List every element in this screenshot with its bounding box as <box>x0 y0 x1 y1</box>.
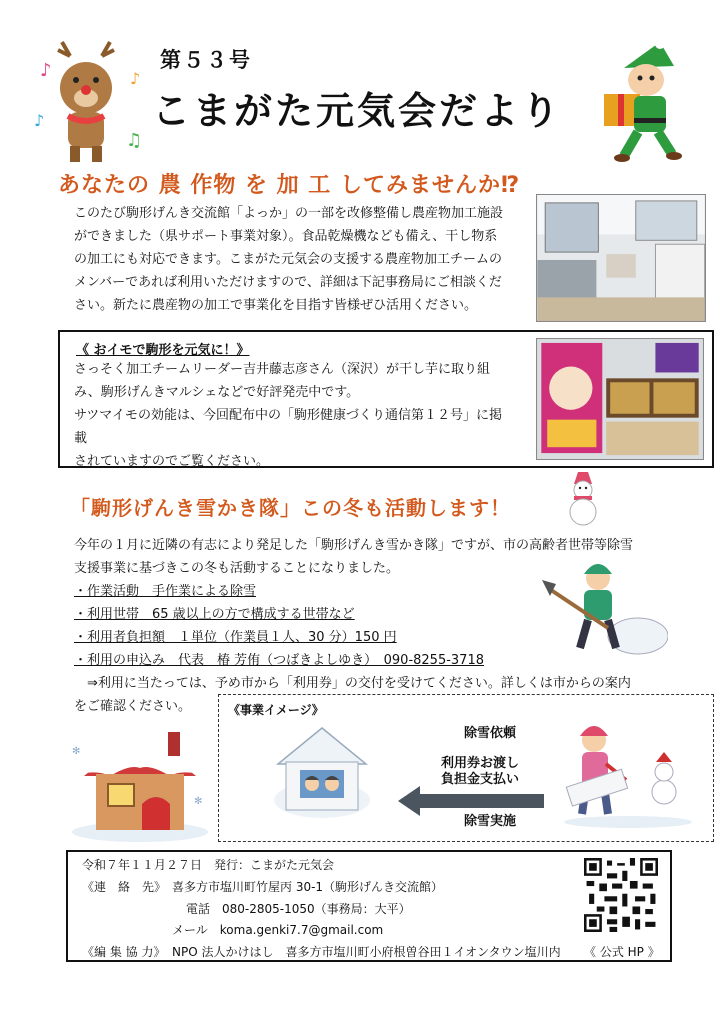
work-label: 除雪実施 <box>463 814 516 829</box>
svg-text:♪: ♪ <box>40 60 52 81</box>
box1-line: されていますのでご覧ください。 <box>74 454 270 469</box>
qr-code-icon[interactable] <box>584 858 658 932</box>
svg-text:✻: ✻ <box>72 746 81 757</box>
box1-line: み、駒形げんきマルシェなどで好評発売中です。 <box>74 385 360 400</box>
processing-room-photo <box>536 194 706 322</box>
footer-edit-value: NPO 法人かけはし 喜多方市塩川町小府根曽谷田１イオンタウン塩川内 <box>172 945 561 959</box>
svg-text:♪: ♪ <box>34 111 45 130</box>
snowman-icon <box>566 472 600 526</box>
section1-line: メンバーであれば利用いただけますので、詳細は下記事務局にご相談くだ <box>74 275 502 290</box>
page-title: こまがた元気会だより <box>152 89 563 133</box>
section2-intro: 支援事業に基づきこの冬も活動することになりました。 <box>74 561 400 576</box>
box1-line: サツマイモの効能は、今回配布中の「駒形健康づくり通信第１２号」に掲載 <box>74 408 502 446</box>
footer-contact-label: 《連 絡 先》 <box>82 880 167 894</box>
section1-body <box>74 202 524 317</box>
section1-line: ができました（県サポート事業対象）。食品乾燥機なども備え、干し物系 <box>74 229 498 244</box>
section2-intro: 今年の１月に近隣の有志により発足した「駒形げんき雪かき隊」ですが、市の高齢者世帯等除雪 <box>74 538 634 553</box>
section1-line: の加工にも対応できます。こまがた元気会の支援する農産物加工チームの <box>74 252 502 267</box>
section1-heading: あなたの 農 作物 を 加 工 してみませんか⁉ <box>58 173 521 198</box>
footer-contact-address: 喜多方市塩川町竹屋丙 30-1（駒形げんき交流館） <box>172 880 444 894</box>
dried-potato-photo <box>536 338 704 460</box>
box1-body <box>74 358 514 473</box>
snow-pushing-person-icon <box>560 718 700 828</box>
snow-house-icon <box>70 714 210 842</box>
svg-text:♫: ♫ <box>126 130 143 151</box>
footer-phone: 電話 080-2805-1050（事務局：大平） <box>186 902 411 916</box>
footer-date: 令和７年１１月２７日 発行：こまがた元気会 <box>82 858 335 872</box>
box1-line: さっそく加工チームリーダー吉井藤志彦さん（深沢）が干し芋に取り組 <box>74 362 491 377</box>
svg-text:✻: ✻ <box>194 796 203 807</box>
footer-hp-label: 《 公式 HP 》 <box>584 945 660 959</box>
snowy-home-window-icon <box>272 724 372 818</box>
service-item: ・利用の申込み 代表 椿 芳侑（つばきよしゆき） 090-8255-3718 <box>74 653 484 668</box>
ticket-label-line1: 利用券お渡し <box>440 756 519 771</box>
service-item: ・利用世帯 65 歳以上の方で構成する世帯など <box>74 607 355 622</box>
issue-number: 第５３号 <box>160 48 252 72</box>
section1-line: このたび駒形げんき交流館「よっか」の一部を改修整備し農産物加工施設 <box>74 206 504 221</box>
svg-text:♪: ♪ <box>130 69 141 88</box>
request-label: 除雪依頼 <box>463 726 516 741</box>
section2-heading: 「駒形げんき雪かき隊」この冬も活動します！ <box>70 496 511 520</box>
section1-line: さい。新たに農産物の加工で事業化を目指す皆様ぜひ活用ください。 <box>74 298 478 313</box>
footer-box <box>66 850 672 962</box>
ticket-label-line2: 負担金支払い <box>440 772 519 787</box>
shovel-person-icon <box>538 558 668 658</box>
section2-note: ⇒利用に当たっては、予め市から「利用券」の交付を受けてください。詳しくは市からの案内 <box>74 676 631 691</box>
footer-mail[interactable]: メール koma.genki7.7@gmail.com <box>172 923 384 937</box>
box1-heading: 《 おイモで駒形を元気に！》 <box>76 343 250 358</box>
image-box-label: 《事業イメージ》 <box>228 703 324 717</box>
reindeer-icon <box>30 36 150 166</box>
service-item: ・利用者負担額 １単位（作業員１人、30 分）150 円 <box>74 630 397 645</box>
section2-note: をご確認ください。 <box>74 699 192 714</box>
service-item: ・作業活動 手作業による除雪 <box>74 584 257 599</box>
elf-icon <box>600 38 700 168</box>
footer-edit-label: 《編 集 協 力》 <box>82 945 166 959</box>
